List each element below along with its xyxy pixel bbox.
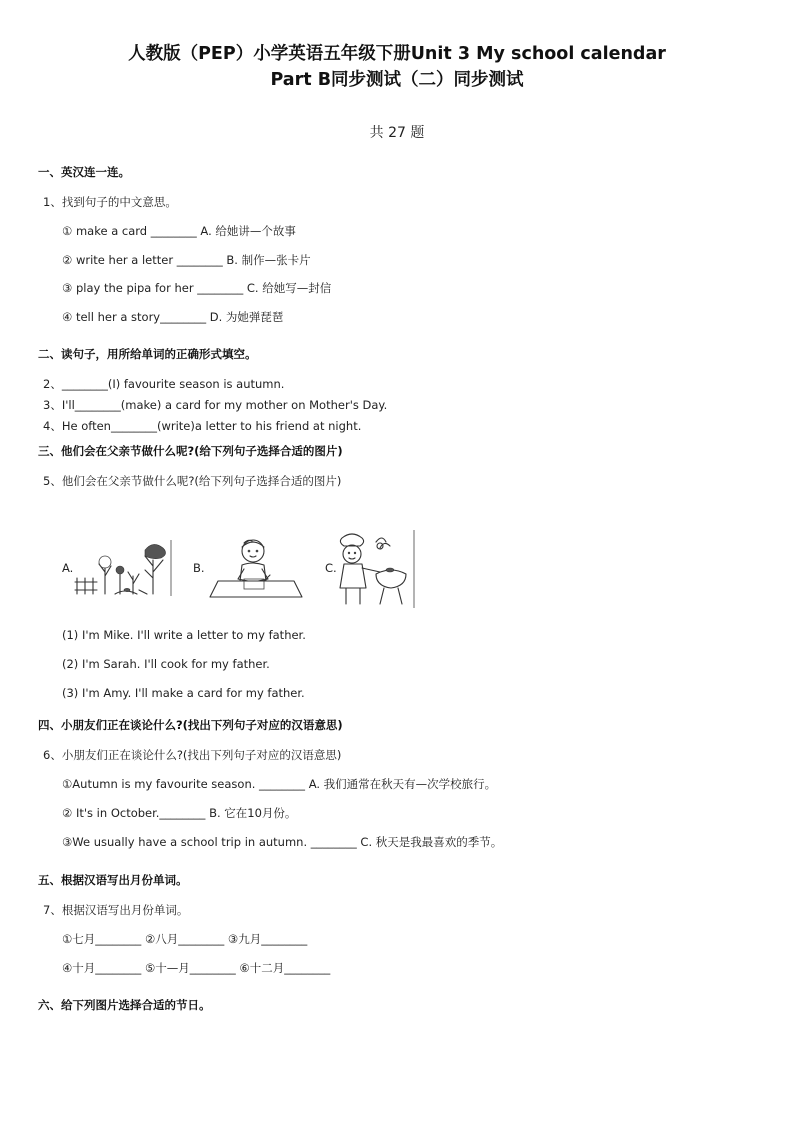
question-4 (43, 418, 361, 434)
section-heading-3: 三、他们会在父亲节做什么呢?(给下列句子选择合适的图片) (38, 444, 343, 458)
question-7 (43, 902, 188, 918)
document-title-line2: Part B同步测试（二）同步测试 (270, 70, 524, 90)
match-line-4: ④ tell her a story________ D. 为她弹琵琶 (62, 310, 284, 324)
match-line-1: ① make a card ________ A. 给她讲—个故事 (62, 224, 296, 238)
match-line-2: ② write her a letter ________ B. 制作—张卡片 (62, 253, 311, 267)
question-number: 7、 (43, 903, 62, 917)
month-line-1: ①七月________ ②八月________ ③九月________ (62, 932, 308, 946)
question-number: 1、 (43, 195, 62, 209)
question-prompt: 根据汉语写出月份单词。 (61, 903, 189, 917)
question-prompt: 找到句子的中文意思。 (61, 195, 177, 209)
question-text: ________(I) favourite season is autumn. (61, 377, 285, 391)
question-prompt: 小朋友们正在谈论什么?(找出下列句子对应的汉语意思) (61, 748, 342, 762)
question-prompt: 他们会在父亲节做什么呢?(给下列句子选择合适的图片) (61, 474, 342, 488)
question-number: 4、 (43, 419, 62, 433)
question-number: 5、 (43, 474, 62, 488)
question-3 (43, 397, 387, 413)
picture-sentence-1: (1) I'm Mike. I'll write a letter to my father. (62, 628, 306, 642)
picture-b-writing (208, 535, 304, 599)
question-text: I'll________(make) a card for my mother on Mother's Day. (61, 398, 388, 412)
picture-sentence-2: (2) I'm Sarah. I'll cook for my father. (62, 657, 270, 671)
month-line-2: ④十月________ ⑤十—月________ ⑥十二月________ (62, 961, 331, 975)
translation-line-3: ③We usually have a school trip in autumn. ________ C. 秋天是我最喜欢的季节。 (62, 835, 503, 849)
question-number: 3、 (43, 398, 62, 412)
question-number: 6、 (43, 748, 62, 762)
question-text: He often________(write)a letter to his friend at night. (61, 419, 362, 433)
question-1 (43, 194, 177, 210)
section-heading-1: 一、英汉连一连。 (38, 165, 130, 179)
picture-a-garden (75, 538, 175, 600)
question-number: 2、 (43, 377, 62, 391)
question-2 (43, 376, 284, 392)
question-count: 共 27 题 (369, 125, 425, 141)
section-heading-4: 四、小朋友们正在谈论什么?(找出下列句子对应的汉语意思) (38, 718, 343, 732)
question-6 (43, 747, 341, 763)
document-title-line1: 人教版（PEP）小学英语五年级下册Unit 3 My school calendar (128, 44, 666, 64)
picture-label-a: A. (62, 561, 74, 575)
picture-sentence-3: (3) I'm Amy. I'll make a card for my father. (62, 686, 305, 700)
translation-line-1: ①Autumn is my favourite season. ________ A. 我们通常在秋天有—次学校旅行。 (62, 777, 497, 791)
picture-label-c: C. (325, 561, 337, 575)
section-heading-6: 六、给下列图片选择合适的节日。 (38, 998, 211, 1012)
section-heading-5: 五、根据汉语写出月份单词。 (38, 873, 188, 887)
picture-c-cooking (336, 528, 418, 610)
section-heading-2: 二、读句子，用所给单词的正确形式填空。 (38, 347, 257, 361)
match-line-3: ③ play the pipa for her ________ C. 给她写—封信 (62, 281, 332, 295)
question-5 (43, 473, 341, 489)
picture-label-b: B. (193, 561, 205, 575)
translation-line-2: ② It's in October.________ B. 它在10月份。 (62, 806, 297, 820)
